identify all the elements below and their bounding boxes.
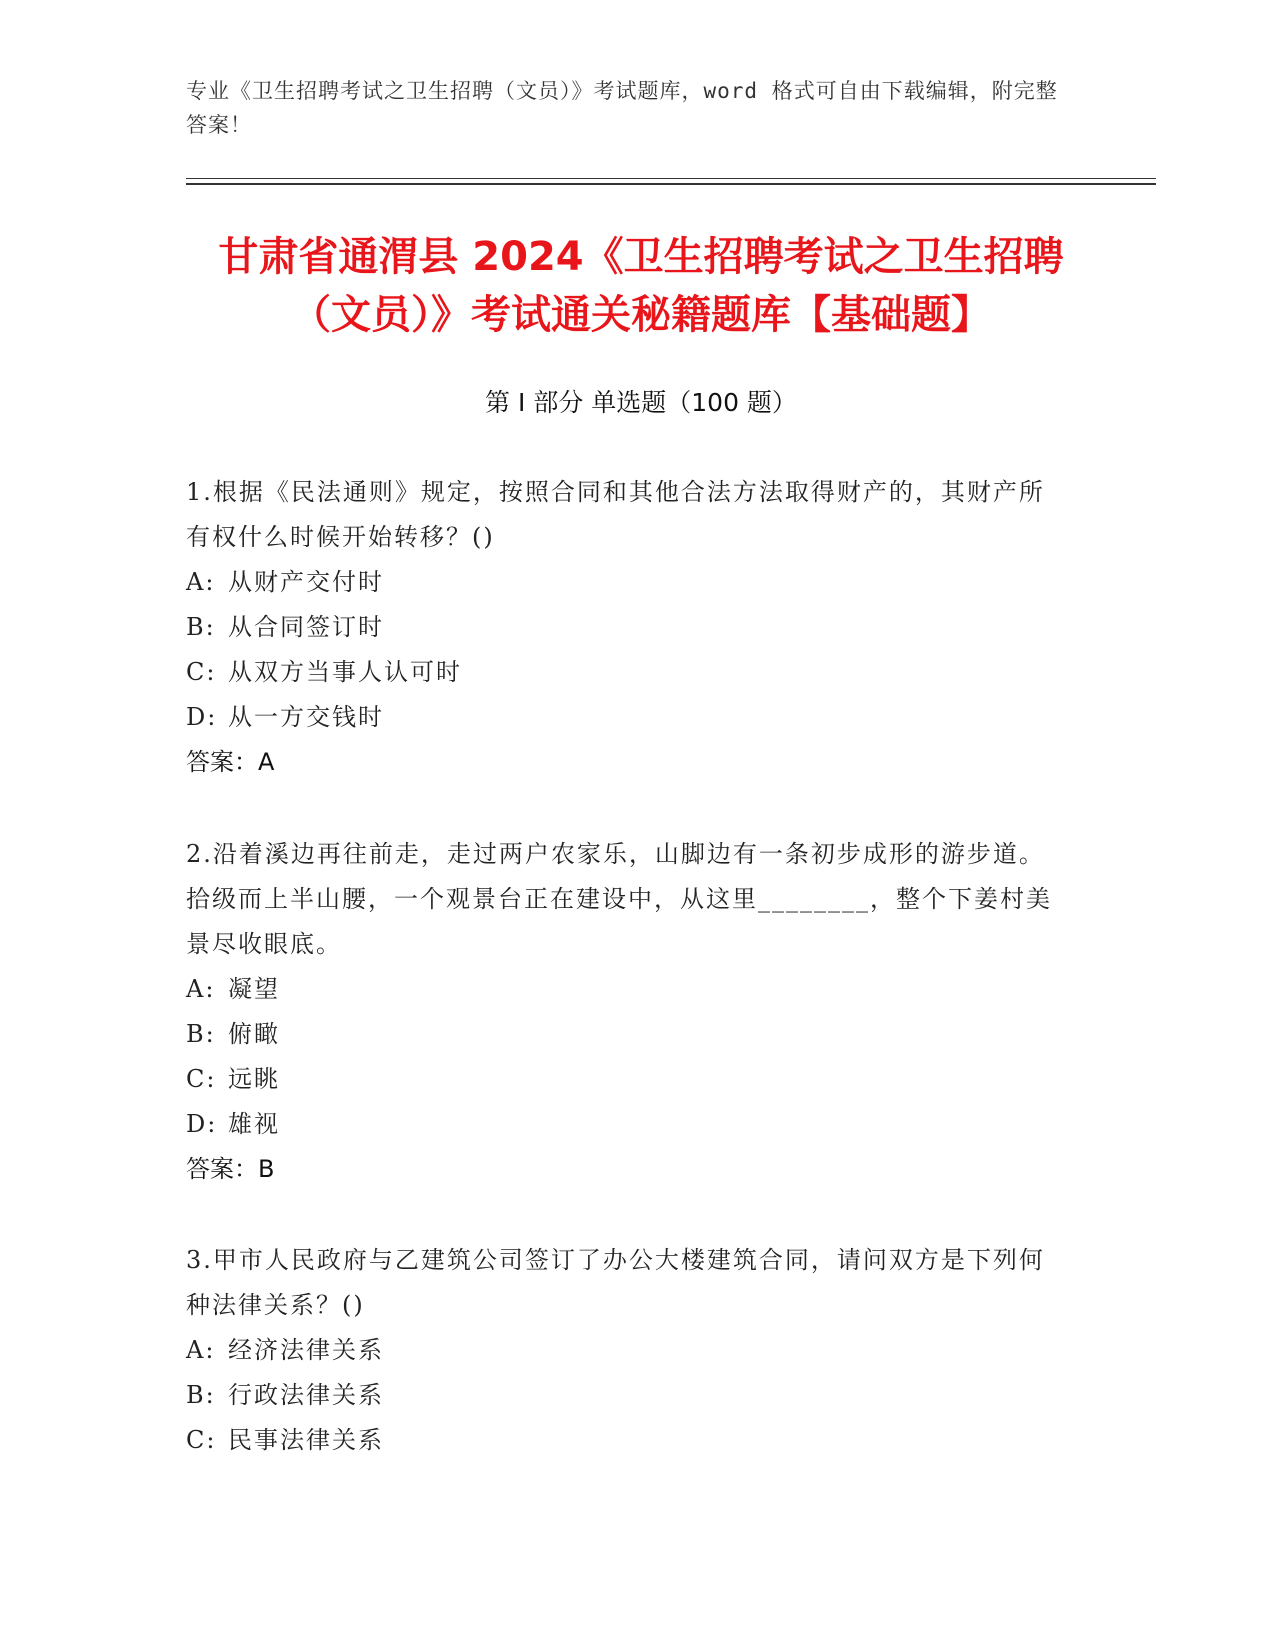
option-letter: C: (186, 658, 217, 686)
answer-line: 答案：A (186, 748, 275, 776)
option-c (186, 650, 1066, 695)
option-letter: A: (186, 1336, 216, 1364)
option-letter: D: (186, 703, 218, 731)
option-d (186, 1102, 1066, 1147)
option-letter: A: (186, 975, 216, 1003)
option-text: 从合同签订时 (228, 613, 384, 641)
header-note: 专业《卫生招聘考试之卫生招聘（文员）》考试题库，word 格式可自由下载编辑，附完整答案！ (186, 79, 1058, 137)
option-text: 雄视 (228, 1110, 280, 1138)
option-a (186, 1328, 1066, 1373)
question-stem: 2.沿着溪边再往前走，走过两户农家乐，山脚边有一条初步成形的游步道。拾级而上半山腰，一个观景台正在建设中，从这里________，整个下姜村美景尽收眼底。 (186, 840, 1052, 958)
question-2 (186, 832, 1066, 1192)
option-text: 民事法律关系 (228, 1426, 384, 1454)
option-a (186, 560, 1066, 605)
option-a (186, 967, 1066, 1012)
option-c (186, 1418, 1066, 1463)
option-b (186, 605, 1066, 650)
option-text: 远眺 (228, 1065, 280, 1093)
section-title: 第 I 部分 单选题（100 题） (485, 388, 797, 417)
option-c (186, 1057, 1066, 1102)
question-stem: 1.根据《民法通则》规定，按照合同和其他合法方法取得财产的，其财产所有权什么时候开始转移？() (186, 478, 1045, 551)
question-stem: 3.甲市人民政府与乙建筑公司签订了办公大楼建筑合同，请问双方是下列何种法律关系？() (186, 1246, 1045, 1319)
option-letter: C: (186, 1065, 217, 1093)
answer-line: 答案：B (186, 1155, 275, 1183)
option-d (186, 695, 1066, 740)
option-text: 从双方当事人认可时 (228, 658, 462, 686)
option-letter: D: (186, 1110, 218, 1138)
header-divider-thin (186, 178, 1156, 179)
option-text: 从一方交钱时 (228, 703, 384, 731)
question-1 (186, 470, 1066, 785)
document-title: 甘肃省通渭县 2024《卫生招聘考试之卫生招聘（文员）》考试通关秘籍题库【基础题】 (218, 234, 1064, 338)
question-3 (186, 1238, 1066, 1463)
option-letter: C: (186, 1426, 217, 1454)
option-text: 俯瞰 (228, 1020, 280, 1048)
option-letter: B: (186, 1381, 216, 1409)
option-text: 经济法律关系 (228, 1336, 384, 1364)
option-letter: B: (186, 1020, 216, 1048)
option-b (186, 1373, 1066, 1418)
option-text: 从财产交付时 (228, 568, 384, 596)
option-letter: A: (186, 568, 216, 596)
option-b (186, 1012, 1066, 1057)
option-text: 行政法律关系 (228, 1381, 384, 1409)
option-letter: B: (186, 613, 216, 641)
header-divider-thick (186, 183, 1156, 185)
option-text: 凝望 (228, 975, 280, 1003)
